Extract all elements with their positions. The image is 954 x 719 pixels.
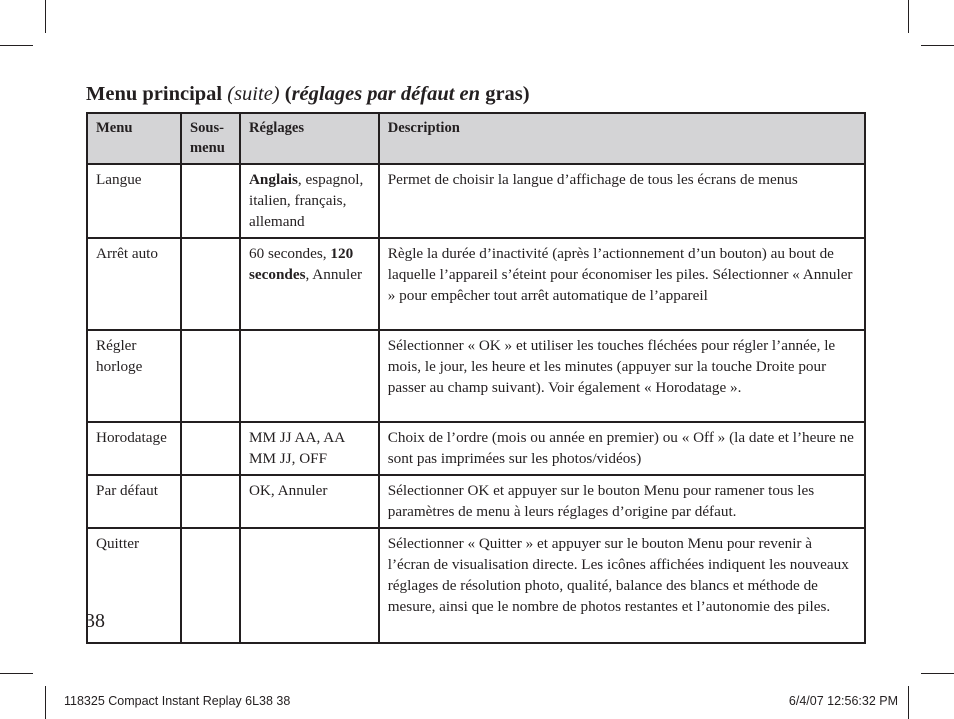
crop-mark-bottom-right-horizontal [921,673,954,674]
cell-description: Choix de l’ordre (mois ou année en premier) ou « Off » (la date et l’heure ne sont pas imprimées sur les photos/vidéos) [379,422,865,475]
header-menu: Menu [87,113,181,164]
cell-reglages [240,330,379,422]
crop-mark-top-right-vertical [908,0,909,33]
cell-menu: Régler horloge [87,330,181,422]
cell-sous-menu [181,164,240,238]
cell-reglages [240,164,379,238]
table-row [87,330,865,422]
settings-table [86,112,866,644]
cell-menu: Horodatage [87,422,181,475]
cell-description: Sélectionner « OK » et utiliser les touches fléchées pour régler l’année, le mois, le jour, les heure et les minutes (appuyer sur la touche Droite pour passer au champ suivant). Voir également « Horodatage ». [379,330,865,422]
cell-reglages: MM JJ AA, AA MM JJ, OFF [240,422,379,475]
footer-slug: 118325 Compact Instant Replay 6L38 38 [64,694,291,708]
cell-menu: Quitter [87,528,181,643]
value-prefix: 60 secondes, [248,245,331,262]
header-sous-menu: Sous-menu [181,113,240,164]
title-open-paren: ( [284,83,292,105]
cell-sous-menu [181,422,240,475]
page-title [86,82,530,106]
crop-mark-top-left-horizontal [0,45,33,46]
title-close-paren: ) [522,83,530,105]
table-row [87,164,865,238]
table-header-row [87,113,865,164]
crop-mark-bottom-left-horizontal [0,673,33,674]
title-suite: (suite) [227,83,280,105]
crop-mark-bottom-left-vertical [45,686,46,719]
default-value: 120 secondes [248,245,354,283]
cell-description: Sélectionner OK et appuyer sur le bouton Menu pour ramener tous les paramètres de menu à leurs réglages d’origine par défaut. [379,475,865,528]
crop-mark-top-right-horizontal [921,45,954,46]
default-value: Anglais [248,171,298,188]
table-row [87,475,865,528]
cell-description: Sélectionner « Quitter » et appuyer sur le bouton Menu pour revenir à l’écran de visualisation directe. Les icônes affichées indiquent les nouveaux réglages de résolution photo, qualité, balance des blancs et méthode de mesure, ainsi que le nombre de photos restantes et l’autonomie des piles. [379,528,865,643]
value-suffix: , Annuler [305,266,363,283]
header-reglages: Réglages [240,113,379,164]
table-row [87,422,865,475]
page-number: 38 [85,610,105,632]
table-row [87,238,865,330]
cell-sous-menu [181,238,240,330]
cell-description: Permet de choisir la langue d’affichage de tous les écrans de menus [379,164,865,238]
cell-description: Règle la durée d’inactivité (après l’actionnement d’un bouton) au bout de laquelle l’appareil s’éteint pour économiser les piles. Sélectionner « Annuler » pour empêcher tout arrêt automatique de l’appareil [379,238,865,330]
footer-timestamp: 6/4/07 12:56:32 PM [788,694,898,708]
other-values: , espagnol, italien, français, allemand [248,171,364,230]
cell-reglages: OK, Annuler [240,475,379,528]
crop-mark-bottom-right-vertical [908,686,909,719]
table-row [87,528,865,643]
cell-menu: Par défaut [87,475,181,528]
cell-sous-menu [181,475,240,528]
cell-sous-menu [181,528,240,643]
title-defaults-phrase: réglages par défaut en [291,83,481,105]
title-bold-word: gras [485,83,523,105]
crop-mark-top-left-vertical [45,0,46,33]
header-description: Description [379,113,865,164]
cell-reglages [240,528,379,643]
cell-sous-menu [181,330,240,422]
title-main: Menu principal [86,83,223,105]
cell-menu: Arrêt auto [87,238,181,330]
cell-reglages [240,238,379,330]
cell-menu: Langue [87,164,181,238]
